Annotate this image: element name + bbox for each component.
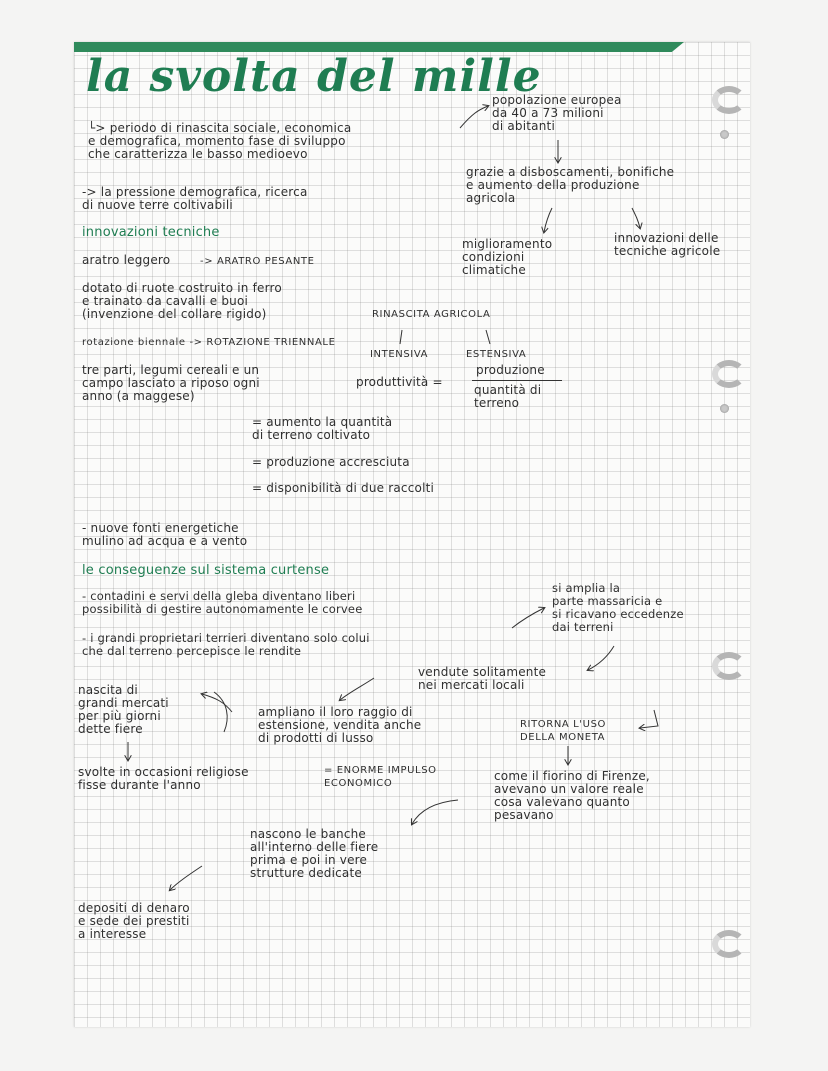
bracket-intensive <box>400 330 402 344</box>
bracket-extensive <box>486 330 490 344</box>
binder-ring <box>712 86 746 114</box>
fraction-line <box>472 380 562 381</box>
surplus-note: si amplia la parte massaricia e si ricavano eccedenze dai terreni <box>552 581 684 634</box>
consequences-heading: le conseguenze sul sistema curtense <box>82 563 330 578</box>
arrow-intro-to-population <box>460 106 488 128</box>
intro-note: └> periodo di rinascita sociale, economica e demografica, momento fase di sviluppo che caratterizza le basso medioevo <box>88 121 352 161</box>
binder-ring <box>712 360 746 388</box>
arrow-surplus-to-markets <box>588 646 614 670</box>
rotation-note: rotazione biennale -> ROTAZIONE TRIENNALE <box>82 337 336 348</box>
page-title: la svolta del mille <box>86 51 542 102</box>
binder-ring <box>712 930 746 958</box>
expansion-note: ampliano il loro raggio di estensione, vendita anche di prodotti di lusso <box>258 705 422 745</box>
arrow-florin-to-banks <box>412 800 458 824</box>
three-fields-note: tre parti, legumi cereali e un campo lasciato a riposo ogni anno (a maggese) <box>82 363 260 403</box>
arrow-grazie-to-climate <box>544 208 552 232</box>
florin-note: come il fiorino di Firenze, avevano un valore reale cosa valevano quanto pesavano <box>494 769 650 822</box>
arrow-banks-to-deposits <box>170 866 202 890</box>
punch-hole <box>720 404 729 413</box>
light-plough-label: aratro leggero <box>82 253 171 267</box>
binder-ring <box>712 652 746 680</box>
result-more-land: = aumento la quantità di terreno coltivato <box>252 415 393 442</box>
climate-note: miglioramento condizioni climatiche <box>462 237 553 277</box>
agri-rebirth-label: RINASCITA AGRICOLA <box>372 309 491 320</box>
arrow-landowners-to-surplus <box>512 608 544 628</box>
fraction-numerator: produzione <box>476 363 545 377</box>
peasants-note: - contadini e servi della gleba diventano liberi possibilità di gestire autonomamente le corvee <box>82 589 363 616</box>
arrow-currency-right <box>640 710 658 728</box>
arrow-markets-to-expansion <box>340 678 374 700</box>
agri-tech-note: innovazioni delle tecniche agricole <box>614 231 721 258</box>
result-two-harvests: = disponibilità di due raccolti <box>252 481 435 495</box>
extensive-label: ESTENSIVA <box>466 349 527 360</box>
currency-return-label: RITORNA L'USO DELLA MONETA <box>520 719 606 743</box>
grazie-note: grazie a disboscamenti, bonifiche e aumento della produzione agricola <box>466 165 675 205</box>
religious-fairs-note: svolte in occasioni religiose fisse durante l'anno <box>78 765 249 792</box>
punch-hole <box>720 130 729 139</box>
landowners-note: - i grandi proprietari terrieri diventano solo colui che dal terreno percepisce le rendite <box>82 631 370 658</box>
curl-fairs <box>214 692 227 732</box>
notebook-page <box>74 42 750 1027</box>
result-more-production: = produzione accresciuta <box>252 455 410 469</box>
fraction-denominator: quantità di terreno <box>474 383 542 410</box>
intensive-label: INTENSIVA <box>370 349 429 360</box>
population-note: popolazione europea da 40 a 73 milioni di abitanti <box>492 93 622 133</box>
pressure-note: -> la pressione demografica, ricerca di nuove terre coltivabili <box>82 185 308 212</box>
fairs-note: nascita di grandi mercati per più giorni dette fiere <box>78 683 169 736</box>
energy-sources-note: - nuove fonti energetiche mulino ad acqua e a vento <box>82 521 248 548</box>
heavy-plough-label: -> ARATRO PESANTE <box>200 256 315 267</box>
arrow-expansion-to-fairs <box>202 694 232 712</box>
local-markets-note: vendute solitamente nei mercati locali <box>418 665 547 692</box>
innovations-heading: innovazioni tecniche <box>82 225 220 240</box>
banks-note: nascono le banche all'interno delle fiere prima e poi in vere strutture dedicate <box>250 827 379 880</box>
deposits-note: depositi di denaro e sede dei prestiti a interesse <box>78 901 190 941</box>
economic-impulse-label: = ENORME IMPULSO ECONOMICO <box>324 765 437 789</box>
arrow-grazie-to-tech <box>632 208 640 228</box>
plough-detail-note: dotato di ruote costruito in ferro e trainato da cavalli e buoi (invenzione del collare rigido) <box>82 281 282 321</box>
productivity-label: produttività = <box>356 375 443 389</box>
